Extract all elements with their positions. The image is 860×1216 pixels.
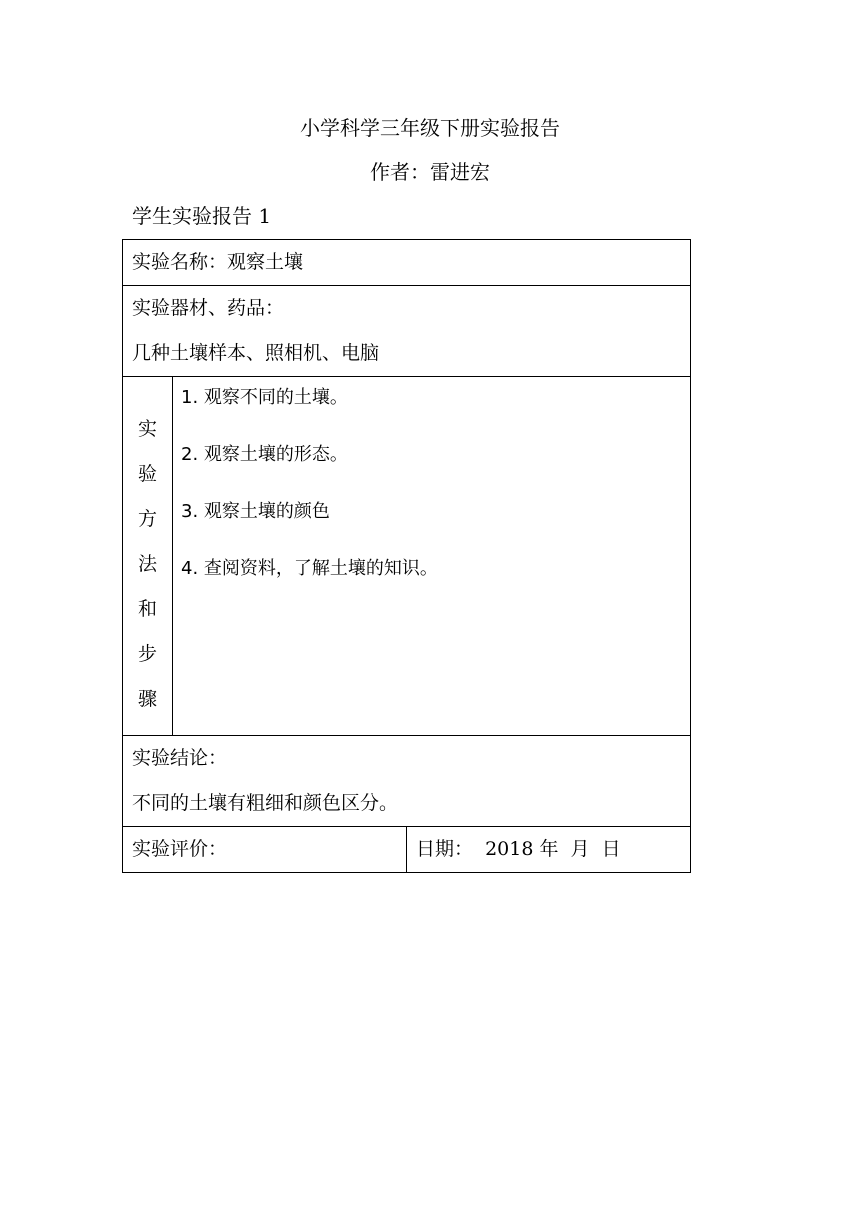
row-conclusion — [123, 736, 691, 827]
method-steps-cell — [173, 377, 691, 736]
row-experiment-name — [123, 240, 691, 286]
method-step: 2. 观察土壤的形态。 — [181, 444, 348, 465]
row-method — [123, 377, 691, 736]
document-title: 小学科学三年级下册实验报告 — [300, 116, 560, 140]
method-label-char: 方 — [137, 508, 157, 530]
materials-label: 实验器材、药品： — [132, 297, 285, 319]
method-label-char: 实 — [137, 418, 157, 440]
method-step: 4. 查阅资料，了解土壤的知识。 — [181, 558, 438, 579]
document-author: 作者：雷进宏 — [370, 160, 490, 184]
materials-cell — [123, 286, 691, 377]
evaluation-label: 实验评价： — [132, 838, 228, 860]
date-cell — [407, 827, 691, 873]
row-footer — [123, 827, 691, 873]
method-label — [123, 377, 172, 722]
conclusion-cell — [123, 736, 691, 827]
method-label-char: 和 — [137, 598, 157, 620]
method-label-char: 骤 — [137, 688, 157, 710]
experiment-name-cell — [123, 240, 691, 286]
date-label: 日期： 2018 年 月 日 — [416, 838, 621, 860]
method-steps — [173, 377, 690, 612]
conclusion-label: 实验结论： — [132, 747, 228, 769]
method-label-char: 法 — [137, 553, 157, 575]
conclusion-value: 不同的土壤有粗细和颜色区分。 — [132, 792, 399, 814]
method-step: 3. 观察土壤的颜色 — [181, 501, 330, 522]
report-label: 学生实验报告 1 — [132, 204, 272, 228]
method-label-char: 验 — [137, 463, 157, 485]
evaluation-cell — [123, 827, 407, 873]
method-label-cell — [123, 377, 173, 736]
experiment-name: 实验名称：观察土壤 — [132, 251, 304, 273]
experiment-report-table — [122, 239, 691, 873]
row-materials — [123, 286, 691, 377]
materials-value: 几种土壤样本、照相机、电脑 — [132, 342, 380, 364]
method-label-char: 步 — [137, 643, 157, 665]
method-step: 1. 观察不同的土壤。 — [181, 387, 348, 408]
